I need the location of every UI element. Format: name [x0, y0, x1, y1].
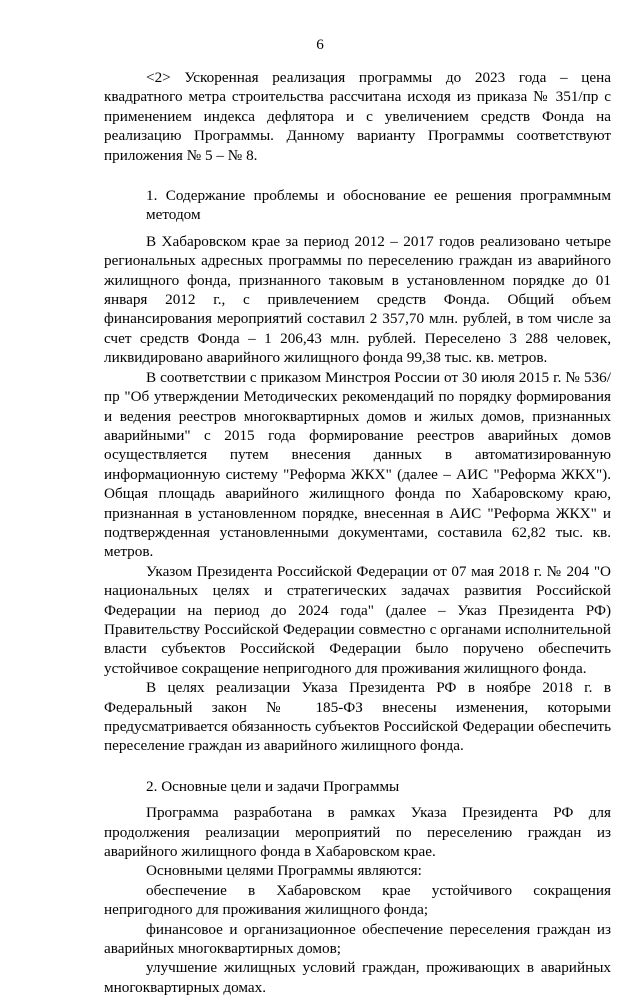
section-1-paragraph-3: Указом Президента Российской Федерации от 07 мая 2018 г. № 204 "О национальных целях и стратегических задачах развития Российской Федерации на период до 2024 года" (далее – Указ Президента РФ) Правительству Российской Федерации совместно с органами исполнительной власти субъектов Российской Федерации было поручено обеспечить устойчивое сокращение непригодного для проживания жилищного фонда.: [104, 562, 611, 677]
goal-item-3: улучшение жилищных условий граждан, проживающих в аварийных многоквартирных домах.: [104, 959, 611, 996]
section-1-paragraph-2: В соответствии с приказом Минстроя России от 30 июля 2015 г. № 536/пр "Об утверждении Методических рекомендаций по порядку формирования и ведения реестров многоквартирных домов и жилых домов, признанных аварийными" с 2015 года формирование реестров аварийных домов осуществляется путем внесения данных в автоматизированную информационную систему "Реформа ЖКХ" (далее – АИС "Реформа ЖКХ"). Общая площадь аварийного жилищного фонда по Хабаровскому краю, признанная в установленном порядке, внесенная в АИС "Реформа ЖКХ" и подтвержденная установленными документами, составила 62,82 тыс. кв. метров.: [104, 368, 611, 561]
section-2-heading: 2. Основные цели и задачи Программы: [146, 777, 400, 795]
section-1-paragraph-4: В целях реализации Указа Президента РФ в ноябре 2018 г. в Федеральный закон № 185-ФЗ внесены изменения, которыми предусматривается обязанность субъектов Российской Федерации обеспечить переселение граждан из аварийного жилищного фонда.: [104, 679, 611, 755]
section-1-heading: 1. Содержание проблемы и обоснование ее решения программным методом: [146, 187, 611, 224]
goal-item-2: финансовое и организационное обеспечение переселения граждан из аварийных многоквартирных домов;: [104, 920, 611, 958]
footnote-paragraph: <2> Ускоренная реализация программы до 2023 года – цена квадратного метра строительства рассчитана исходя из приказа № 351/пр с применением индекса дефлятора и с увеличением средств Фонда на реализацию Программы. Данному варианту Программы соответствуют приложения № 5 – № 8.: [104, 69, 611, 164]
document-body: [104, 68, 611, 997]
goal-item-1: обеспечение в Хабаровском крае устойчивого сокращения непригодного для проживания жилищного фонда;: [104, 881, 611, 919]
page-number: 6: [316, 36, 324, 53]
section-2-paragraph-1: Программа разработана в рамках Указа Президента РФ для продолжения реализации мероприятий по переселению граждан из аварийного жилищного фонда в Хабаровском крае.: [104, 804, 611, 861]
section-2-paragraph-2: Основными целями Программы являются:: [146, 862, 422, 880]
section-1-paragraph-1: В Хабаровском крае за период 2012 – 2017 годов реализовано четыре региональных адресных программы по переселению граждан из аварийного жилищного фонда, признанного таковым в установленном порядке до 01 января 2012 г., с привлечением средств Фонда. Общий объем финансирования мероприятий составил 2 357,70 млн. рублей, в том числе за счет средств Фонда – 1 206,43 млн. рублей. Переселено 3 288 человек, ликвидировано аварийного жилищного фонда 99,38 тыс. кв. метров.: [104, 232, 611, 367]
